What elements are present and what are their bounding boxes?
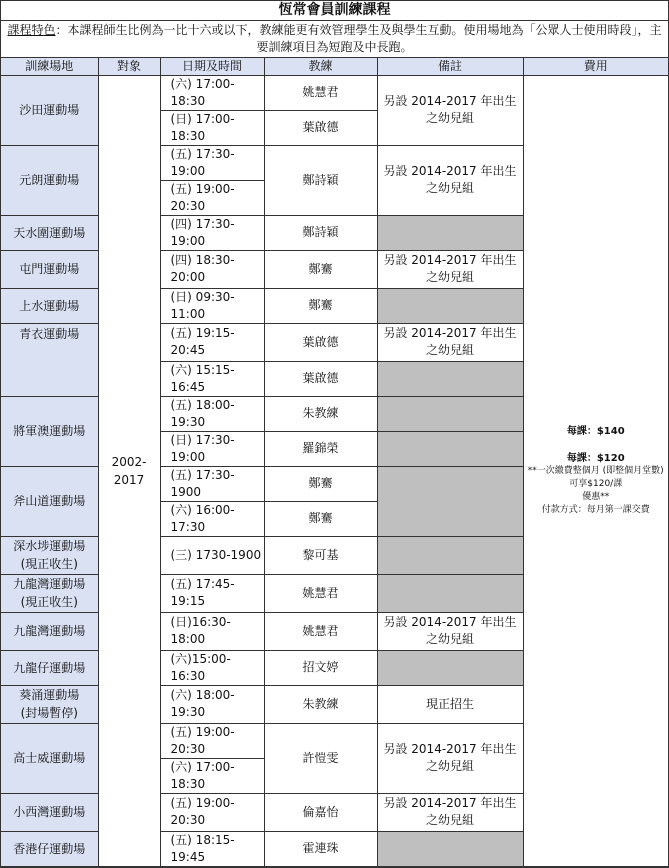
coach-cell: 姚慧君 bbox=[264, 574, 377, 612]
header-target: 對象 bbox=[98, 58, 160, 75]
header-time: 日期及時間 bbox=[160, 58, 264, 75]
note-cell-empty bbox=[377, 215, 523, 250]
time-cell: (六) 17:00-18:30 bbox=[160, 75, 264, 110]
feature-text: ：本課程師生比例為一比十六或以下，教練能更有效管理學生及與學生互動。使用場地為「公眾人士使用時段」，主要訓練項目為短跑及中長跑。 bbox=[55, 23, 662, 54]
note-cell-empty bbox=[377, 466, 523, 536]
feature-label: 課程特色 bbox=[7, 23, 56, 37]
fee-line-4: 優惠** bbox=[582, 491, 610, 502]
header-note: 備註 bbox=[377, 58, 523, 75]
coach-cell: 黎可基 bbox=[264, 536, 377, 574]
venue-cell: 沙田運動場 bbox=[1, 75, 98, 145]
course-feature bbox=[1, 21, 668, 58]
fee-line-3: **一次繳費整個月 (即整個月堂數) 可享$120/課 bbox=[527, 465, 664, 489]
venue-cell: 香港仔運動場 bbox=[1, 831, 98, 866]
fee-line-1: 每課：$140 bbox=[566, 425, 625, 437]
time-cell: (三) 1730-1900 bbox=[160, 536, 264, 574]
schedule-table bbox=[1, 58, 668, 867]
time-cell: (四) 18:30-20:00 bbox=[160, 250, 264, 288]
header-venue: 訓練場地 bbox=[1, 58, 98, 75]
venue-cell: 元朗運動場 bbox=[1, 145, 98, 215]
note-cell: 另設 2014-2017 年出生 之幼兒組 bbox=[377, 145, 523, 215]
venue-cell: 小西灣運動場 bbox=[1, 793, 98, 831]
venue-cell: 九龍仔運動場 bbox=[1, 650, 98, 685]
coach-cell: 葉啟德 bbox=[264, 323, 377, 361]
venue-cell: 深水埗運動場 (現正收生) bbox=[1, 536, 98, 574]
header-row bbox=[1, 58, 668, 75]
time-cell: (六) 16:00-17:30 bbox=[160, 501, 264, 536]
time-cell: (五) 17:45-19:15 bbox=[160, 574, 264, 612]
note-cell: 另設 2014-2017 年出生 之幼兒組 bbox=[377, 323, 523, 361]
coach-cell: 葉啟德 bbox=[264, 110, 377, 145]
table-row bbox=[1, 75, 668, 110]
header-fee: 費用 bbox=[523, 58, 668, 75]
venue-cell: 上水運動場 bbox=[1, 288, 98, 323]
time-cell: (六) 15:15-16:45 bbox=[160, 361, 264, 396]
note-cell-empty bbox=[377, 396, 523, 431]
coach-cell: 羅錦榮 bbox=[264, 431, 377, 466]
venue-cell: 天水圍運動場 bbox=[1, 215, 98, 250]
coach-cell: 鄭詩穎 bbox=[264, 145, 377, 215]
note-cell-empty bbox=[377, 431, 523, 466]
time-cell: (日) 17:00-18:30 bbox=[160, 110, 264, 145]
venue-cell: 九龍灣運動場 (現正收生) bbox=[1, 574, 98, 612]
note-cell-empty bbox=[377, 574, 523, 612]
target-cell bbox=[98, 75, 160, 866]
time-cell: (四) 17:30-19:00 bbox=[160, 215, 264, 250]
note-cell-empty bbox=[377, 288, 523, 323]
time-cell: (日) 09:30-11:00 bbox=[160, 288, 264, 323]
time-cell: (五) 17:30-19:00 bbox=[160, 145, 264, 180]
note-cell-empty bbox=[377, 831, 523, 866]
time-cell: (五) 18:00-19:30 bbox=[160, 396, 264, 431]
coach-cell: 朱教練 bbox=[264, 685, 377, 723]
time-cell: (日)16:30-18:00 bbox=[160, 612, 264, 650]
venue-cell: 屯門運動場 bbox=[1, 250, 98, 288]
note-cell: 另設 2014-2017 年出生 之幼兒組 bbox=[377, 793, 523, 831]
coach-cell: 許愷雯 bbox=[264, 723, 377, 793]
coach-cell: 鄭詩穎 bbox=[264, 215, 377, 250]
time-cell: (五) 18:15-19:45 bbox=[160, 831, 264, 866]
fee-line-2: 每課：$120 bbox=[566, 452, 625, 464]
fee-line-5: 付款方式：每月第一課交費 bbox=[541, 504, 650, 515]
time-cell: (五) 19:00-20:30 bbox=[160, 180, 264, 215]
target-value: 2002-2017 bbox=[111, 454, 147, 487]
time-cell: (五) 19:15-20:45 bbox=[160, 323, 264, 361]
coach-cell: 霍連珠 bbox=[264, 831, 377, 866]
venue-cell: 高士威運動場 bbox=[1, 723, 98, 793]
coach-cell: 鄭騫 bbox=[264, 466, 377, 501]
note-cell: 另設 2014-2017 年出生 之幼兒組 bbox=[377, 250, 523, 288]
venue-cell: 青衣運動場 bbox=[1, 323, 98, 396]
note-cell-empty bbox=[377, 536, 523, 574]
coach-cell: 朱教練 bbox=[264, 396, 377, 431]
time-cell: (五) 19:00-20:30 bbox=[160, 723, 264, 758]
venue-cell: 葵涌運動場 (封場暫停) bbox=[1, 685, 98, 723]
note-cell: 另設 2014-2017 年出生 之幼兒組 bbox=[377, 612, 523, 650]
coach-cell: 鄭騫 bbox=[264, 288, 377, 323]
time-cell: (五) 19:00-20:30 bbox=[160, 793, 264, 831]
coach-cell: 招文婷 bbox=[264, 650, 377, 685]
note-cell-empty bbox=[377, 361, 523, 396]
coach-cell: 姚慧君 bbox=[264, 75, 377, 110]
time-cell: (六) 17:00-18:30 bbox=[160, 758, 264, 793]
note-cell-empty bbox=[377, 650, 523, 685]
note-cell: 另設 2014-2017 年出生 之幼兒組 bbox=[377, 75, 523, 145]
venue-cell: 將軍澳運動場 bbox=[1, 396, 98, 466]
time-cell: (日) 17:30-19:00 bbox=[160, 431, 264, 466]
page-title: 恆常會員訓練課程 bbox=[1, 1, 668, 21]
time-cell: (五) 17:30-1900 bbox=[160, 466, 264, 501]
time-cell: (六)15:00-16:30 bbox=[160, 650, 264, 685]
coach-cell: 葉啟德 bbox=[264, 361, 377, 396]
note-cell: 現正招生 bbox=[377, 685, 523, 723]
coach-cell: 倫嘉怡 bbox=[264, 793, 377, 831]
time-cell: (六) 18:00-19:30 bbox=[160, 685, 264, 723]
coach-cell: 鄭騫 bbox=[264, 250, 377, 288]
note-cell: 另設 2014-2017 年出生 之幼兒組 bbox=[377, 723, 523, 793]
coach-cell: 鄭騫 bbox=[264, 501, 377, 536]
coach-cell: 姚慧君 bbox=[264, 612, 377, 650]
header-coach: 教練 bbox=[264, 58, 377, 75]
venue-cell: 斧山道運動場 bbox=[1, 466, 98, 536]
fee-cell bbox=[523, 75, 668, 866]
venue-cell: 九龍灣運動場 bbox=[1, 612, 98, 650]
